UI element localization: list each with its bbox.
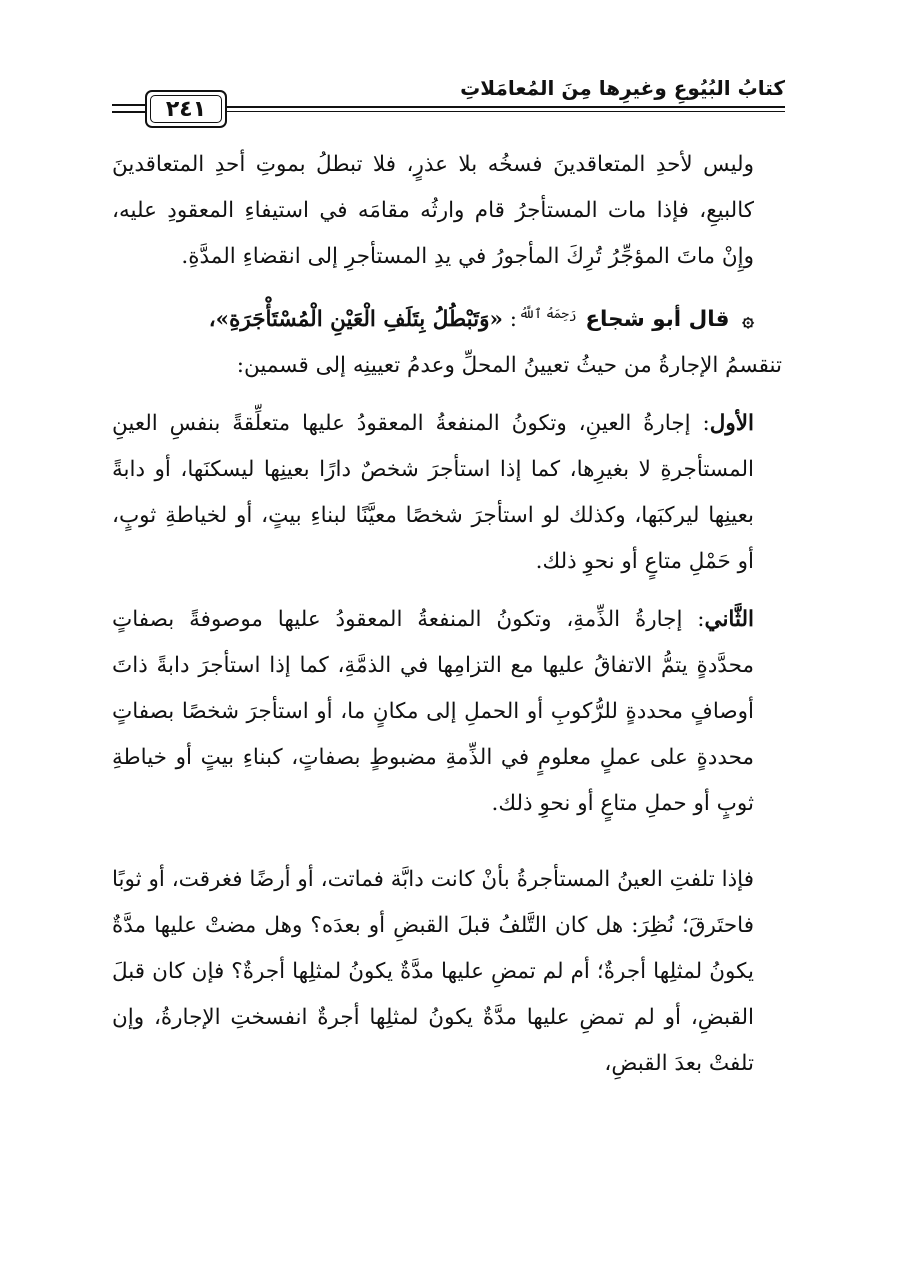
first-type-text: : إجارةُ العينِ، وتكونُ المنفعةُ المعقودُ عليها متعلِّقةً بنفسِ العينِ المستأجرةِ لا بغيرِها، كما إذا استأجرَ شخصٌ دارًا بعينِها ليسكنَها، أو دابةً بعينِها ليركبَها، وكذلك لو استأجرَ شخصًا معيَّنًا لبناءِ بيتٍ، أو لخياطةِ ثوبٍ، أو حَمْلِ متاعٍ أو نحوِ ذلك.: [112, 411, 754, 575]
header-rule-left: [112, 104, 146, 113]
section-marker-icon: ۞: [742, 307, 754, 332]
page-number: [145, 90, 227, 128]
page-number-text: ٢٤١: [165, 96, 207, 122]
running-header-title: كتابُ البُيُوعِ وغيرِها مِنَ المُعامَلاتِ: [460, 76, 785, 100]
paragraph-second-type: [112, 597, 782, 827]
quote-colon: :: [509, 307, 518, 333]
paragraph-first-type: [112, 401, 782, 585]
paragraph-1: وليس لأحدِ المتعاقدينَ فسخُه بلا عذرٍ، فلا تبطلُ بموتِ أحدِ المتعاقدينَ كالبيعِ، فإذا مات المستأجرُ قام وارثُه مقامَه في استيفاءِ المعقودِ عليه، وإِنْ ماتَ المؤجِّرُ تُرِكَ المأجورُ في يدِ المستأجرِ إلى انقضاءِ المدَّةِ.: [112, 152, 754, 269]
quote-speaker: قال أبو شجاع: [585, 307, 730, 333]
first-type-label: الأول: [709, 411, 754, 437]
second-type-label: الثَّاني: [704, 607, 754, 633]
header-rule: [227, 106, 785, 112]
matn-quote: [112, 292, 782, 343]
second-type-text: : إجارةُ الذِّمةِ، وتكونُ المنفعةُ المعقودُ عليها موصوفةً بصفاتٍ محدَّدةٍ يتمُّ الاتفاقُ عليها مع التزامِها في الذمَّةِ، كما إذا استأجرَ دابةً ذاتَ أوصافٍ محددةٍ للرُّكوبِ أو الحملِ إلى مكانٍ ما، أو استأجرَ شخصًا بصفاتٍ محددةٍ على عملٍ معلومٍ في الذِّمةِ مضبوطٍ بصفاتٍ، كبناءِ بيتٍ أو خياطةِ ثوبٍ أو حملِ متاعٍ أو نحوِ ذلك.: [112, 607, 754, 817]
page-body: [112, 142, 782, 1087]
paragraph-2: تنقسمُ الإجارةُ من حيثُ تعيينُ المحلِّ وعدمُ تعيينِه إلى قسمين:: [236, 353, 782, 379]
honorific-glyph: رَحِمَهُ ٱللَّهُ: [519, 307, 577, 322]
paragraph-damage: فإذا تلفتِ العينُ المستأجرةُ بأنْ كانت دابَّة فماتت، أو أرضًا فغرقت، أو ثوبًا فاحتَرقَ؛ نُظِرَ: هل كان التَّلفُ قبلَ القبضِ أو بعدَه؟ وهل مضتْ عليها مدَّةٌ يكونُ لمثلِها أجرةٌ؛ أم لم تمضِ عليها مدَّةٌ يكونُ لمثلِها أجرةٌ؟ فإن كان قبلَ القبضِ، أو لم تمضِ عليها مدَّةٌ يكونُ لمثلِها أجرةٌ انفسختِ الإجارةُ، وإن تلفتْ بعدَ القبضِ،: [112, 867, 754, 1077]
quote-text: «وَتَبْطُلُ بِتَلَفِ الْعَيْنِ الْمُسْتَأْجَرَةِ»،: [208, 307, 503, 333]
